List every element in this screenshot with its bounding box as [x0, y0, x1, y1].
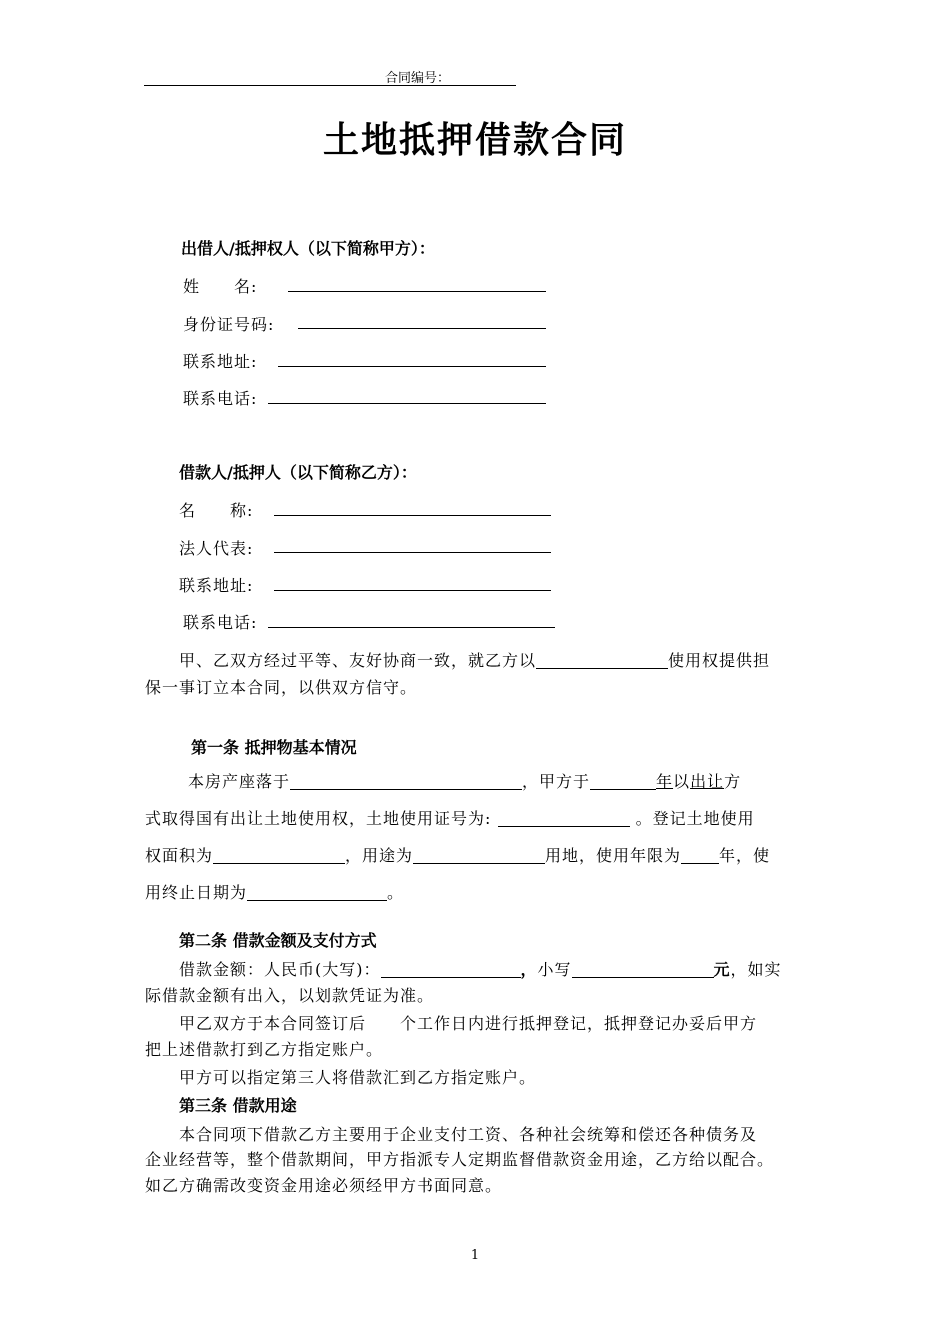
- article-1-heading: 第一条 抵押物基本情况: [191, 738, 357, 757]
- article-1-line-4: 用终止日期为 。: [145, 883, 405, 902]
- article-3-line-3: 如乙方确需改变资金用途必须经甲方书面同意。: [145, 1176, 503, 1195]
- party-b-legal-rep-field[interactable]: [274, 552, 551, 553]
- party-a-phone-label: 联系电话:: [183, 389, 258, 408]
- party-b-phone-field[interactable]: [268, 627, 555, 628]
- land-area-blank[interactable]: [213, 847, 345, 864]
- article-2-amount-line-2: 际借款金额有出入，以划款凭证为准。: [145, 986, 435, 1005]
- intro-line-2: 保一事订立本合同，以供双方信守。: [145, 678, 418, 697]
- party-a-heading: 出借人/抵押权人（以下简称甲方）：: [181, 239, 435, 258]
- article-3-heading: 第三条 借款用途: [179, 1096, 297, 1115]
- party-b-name-label: 名 称:: [179, 501, 254, 520]
- party-a-id-field[interactable]: [298, 328, 546, 329]
- party-b-phone-label: 联系电话:: [183, 613, 258, 632]
- contract-number-label: 合同编号：: [385, 71, 451, 86]
- acquisition-year-blank[interactable]: [590, 773, 656, 790]
- article-2-amount-line: 借款金额：人民币(大写)： ，小写 元，如实: [179, 960, 782, 979]
- property-location-blank[interactable]: [290, 773, 522, 790]
- party-b-address-label: 联系地址:: [179, 576, 254, 595]
- article-3-line-2: 企业经营等，整个借款期间，甲方指派专人定期监督借款资金用途，乙方给以配合。: [145, 1150, 775, 1169]
- article-2-registration-line-2: 把上述借款打到乙方指定账户。: [145, 1040, 384, 1059]
- document-title: 土地抵押借款合同: [322, 120, 627, 161]
- intro-line-1: 甲、乙双方经过平等、友好协商一致，就乙方以 使用权提供担: [179, 651, 771, 670]
- party-a-id-label: 身份证号码:: [183, 315, 275, 334]
- party-b-address-field[interactable]: [274, 590, 551, 591]
- party-a-name-label: 姓 名:: [183, 277, 258, 296]
- collateral-type-blank[interactable]: [536, 652, 668, 669]
- party-a-address-label: 联系地址:: [183, 352, 258, 371]
- amount-in-figures-blank[interactable]: [572, 961, 714, 978]
- article-1-line-2: 式取得国有出让土地使用权，土地使用证号为: 。登记土地使用: [145, 809, 755, 828]
- amount-in-words-blank[interactable]: [381, 961, 521, 978]
- use-term-years-blank[interactable]: [681, 847, 719, 864]
- party-a-address-field[interactable]: [278, 366, 546, 367]
- article-2-heading: 第二条 借款金额及支付方式: [179, 931, 377, 950]
- article-3-line-1: 本合同项下借款乙方主要用于企业支付工资、各种社会统筹和偿还各种债务及: [179, 1125, 758, 1144]
- article-1-line-3: 权面积为 ，用途为 用地，使用年限为 年，使: [145, 846, 771, 865]
- party-b-name-field[interactable]: [274, 515, 551, 516]
- party-a-phone-field[interactable]: [268, 403, 546, 404]
- article-2-registration-line: 甲乙双方于本合同签订后 个工作日内进行抵押登记，抵押登记办妥后甲方: [179, 1014, 758, 1033]
- land-use-blank[interactable]: [413, 847, 545, 864]
- header-rule: [144, 85, 516, 86]
- article-1-line-1: 本房产座落于 ，甲方于 年以出让方: [188, 772, 742, 791]
- party-b-heading: 借款人/抵押人（以下简称乙方）：: [179, 463, 417, 482]
- party-a-name-field[interactable]: [288, 291, 546, 292]
- page-number: 1: [470, 1248, 480, 1263]
- party-b-legal-rep-label: 法人代表:: [179, 539, 254, 558]
- article-2-third-party-line: 甲方可以指定第三人将借款汇到乙方指定账户。: [179, 1068, 537, 1087]
- termination-date-blank[interactable]: [247, 884, 387, 901]
- land-certificate-number-blank[interactable]: [498, 810, 630, 827]
